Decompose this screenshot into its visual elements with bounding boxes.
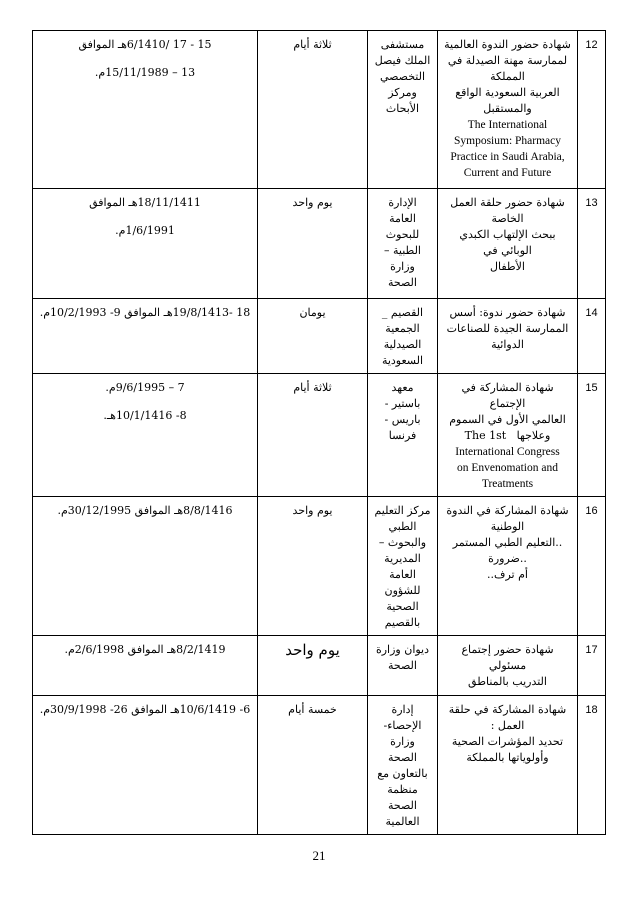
organizer-line: الإدارة [388, 196, 417, 209]
organizer-line: للبحوث [385, 228, 420, 241]
certificate-title-line: شهادة المشاركة في الإجتماع [457, 381, 554, 410]
organizer-line: الطبي [388, 520, 417, 533]
row-number: 12 [585, 39, 598, 51]
certificate-title-cell [438, 374, 578, 497]
certificate-title-line: تحديد المؤشرات الصحية [451, 735, 564, 748]
certificate-title-line: Symposium: Pharmacy [453, 135, 561, 147]
certificate-title-line: العربية السعودية الواقع والمستقبل [451, 86, 560, 115]
certificate-title-line: شهادة حضور الندوة العالمية [444, 38, 571, 51]
date-cell [33, 636, 258, 696]
date-cell [33, 31, 258, 189]
organizer-line: منظمة [387, 783, 418, 796]
date-line: 8/2/1419هـ الموافق 2/6/1998م. [64, 643, 226, 656]
row-number: 16 [585, 505, 598, 517]
row-number-cell [578, 497, 606, 636]
certificate-title-line: Treatments [481, 478, 534, 490]
row-number: 14 [585, 307, 598, 319]
organizer-line: الجمعية [385, 322, 420, 335]
organizer-line: التخصصي [379, 70, 426, 83]
table-row [33, 497, 606, 636]
organizer-line: الصحية [386, 600, 419, 613]
organizer-line: باستير - [384, 397, 421, 410]
date-line: 13 – 15/11/1989م. [94, 66, 196, 79]
organizer-line: ومركز [388, 86, 417, 99]
certificate-title-line: ..التعليم الطبي المستمر ..ضرورة [449, 536, 563, 565]
table-row [33, 189, 606, 299]
duration-cell [258, 299, 368, 374]
organizer-line: وزارة [390, 260, 415, 273]
organizer-cell [368, 189, 438, 299]
certificate-title-line: ببحث الإلتهاب الكبدي الوبائي في [455, 228, 556, 257]
date-line: 1/6/1991م. [115, 224, 175, 237]
date-line: 8/8/1416هـ الموافق 30/12/1995م. [57, 504, 233, 517]
organizer-line: العامة [389, 212, 416, 225]
organizer-line: الصحة [388, 659, 417, 672]
certificate-title-line: وعلاجها The 1st [464, 429, 551, 442]
certificate-title-line: on Envenomation and [457, 462, 558, 474]
duration-text: يومان [299, 306, 326, 319]
page-number: 21 [312, 848, 326, 863]
certificates-table [32, 30, 606, 835]
duration-cell [258, 31, 368, 189]
duration-cell [258, 497, 368, 636]
table-row [33, 299, 606, 374]
organizer-line: بالقصيم [384, 616, 421, 629]
duration-text: يوم واحد [292, 196, 333, 209]
certificate-title-line: أم ترف.. [487, 568, 528, 581]
organizer-cell [368, 497, 438, 636]
organizer-line: الطبية – [384, 244, 421, 257]
row-number-cell [578, 374, 606, 497]
date-cell [33, 696, 258, 835]
certificate-title-line: الأطفال [490, 260, 525, 273]
row-number: 18 [585, 704, 598, 716]
organizer-line: العامة [389, 568, 416, 581]
certificate-title-cell [438, 497, 578, 636]
row-number-cell [578, 31, 606, 189]
date-cell [33, 299, 258, 374]
organizer-line: وزارة [390, 735, 415, 748]
certificate-title-line: Practice in Saudi Arabia, [450, 151, 565, 163]
certificate-title-line: Current and Future [463, 167, 552, 179]
duration-cell [258, 189, 368, 299]
certificate-title-line: شهادة المشاركة في الندوة الوطنية [442, 504, 569, 533]
organizer-line: الأبحاث [385, 102, 420, 115]
row-number: 13 [585, 197, 598, 209]
certificate-title-line: International Congress [455, 446, 560, 458]
certificate-title-cell [438, 189, 578, 299]
certificate-title-line: شهادة حضور حلقة العمل الخاصة [446, 196, 565, 225]
organizer-line: للشؤون [384, 584, 421, 597]
certificate-title-cell [438, 636, 578, 696]
date-line: 15 - 17 /6/1410هـ الموافق [78, 38, 212, 51]
date-line: 6- 10/6/1419هـ الموافق 26- 30/9/1998م. [39, 703, 251, 716]
date-line: 8- 10/1/1416هـ. [103, 409, 187, 422]
organizer-cell [368, 374, 438, 497]
date-line: 18 -19/8/1413هـ الموافق 9- 10/2/1993م. [39, 306, 251, 319]
duration-text: يوم واحد [292, 504, 333, 517]
row-number: 17 [585, 644, 598, 656]
organizer-line: السعودية [381, 354, 424, 367]
organizer-cell [368, 636, 438, 696]
duration-cell [258, 374, 368, 497]
organizer-line: الصحة [388, 751, 417, 764]
duration-text: ثلاثة أيام [293, 381, 332, 394]
row-number-cell [578, 636, 606, 696]
certificate-title-line: The International [467, 119, 548, 131]
organizer-line: الصحة [388, 799, 417, 812]
certificate-title-line: شهادة حضور ندوة: أسس [449, 306, 566, 319]
table-row [33, 636, 606, 696]
organizer-line: ديوان وزارة [375, 643, 430, 656]
organizer-line: الصحة [388, 276, 417, 289]
organizer-line: مركز التعليم [374, 504, 431, 517]
certificate-title-line: شهادة المشاركة في حلقة العمل : [445, 703, 567, 732]
table-row [33, 696, 606, 835]
organizer-line: القصيم _ [381, 306, 424, 319]
certificate-title-line: العالمي الأول في السموم [449, 413, 566, 426]
organizer-cell [368, 696, 438, 835]
date-line: 7 – 9/6/1995م. [105, 381, 185, 394]
organizer-line: مستشفى [380, 38, 425, 51]
organizer-line: الإحصاء- [383, 719, 422, 732]
organizer-line: الصيدلية [383, 338, 422, 351]
row-number-cell [578, 189, 606, 299]
organizer-line: والبحوث – [378, 536, 427, 549]
date-cell [33, 497, 258, 636]
organizer-line: إدارة [391, 703, 414, 716]
certificate-title-line: الدوائية [491, 338, 524, 351]
duration-cell [258, 696, 368, 835]
date-cell [33, 374, 258, 497]
duration-text: ثلاثة أيام [293, 38, 332, 51]
duration-cell [258, 636, 368, 696]
row-number: 15 [585, 382, 598, 394]
duration-text: خمسة أيام [288, 703, 337, 716]
date-line: 18/11/1411هـ الموافق [89, 196, 201, 209]
table-row [33, 374, 606, 497]
certificate-title-cell [438, 31, 578, 189]
certificate-title-line: وأولوياتها بالمملكة [466, 751, 549, 764]
organizer-line: باريس - [384, 413, 421, 426]
date-cell [33, 189, 258, 299]
certificate-title-line: لممارسة مهنة الصيدلة في المملكة [444, 54, 568, 83]
certificate-title-cell [438, 696, 578, 835]
organizer-cell [368, 299, 438, 374]
certificate-title-line: شهادة حضور إجتماع مسئولي [457, 643, 554, 672]
organizer-line: الملك فيصل [374, 54, 431, 67]
table-row [33, 31, 606, 189]
duration-text: يوم واحد [285, 641, 340, 659]
row-number-cell [578, 696, 606, 835]
organizer-line: معهد [391, 381, 414, 394]
organizer-cell [368, 31, 438, 189]
organizer-line: بالتعاون مع [377, 767, 428, 780]
organizer-line: فرنسا [388, 429, 417, 442]
certificate-title-cell [438, 299, 578, 374]
row-number-cell [578, 299, 606, 374]
certificate-title-line: التدريب بالمناطق [468, 675, 547, 688]
certificate-title-line: الممارسة الجيدة للصناعات [446, 322, 569, 335]
organizer-line: العالمية [385, 815, 420, 828]
organizer-line: المديرية [384, 552, 421, 565]
